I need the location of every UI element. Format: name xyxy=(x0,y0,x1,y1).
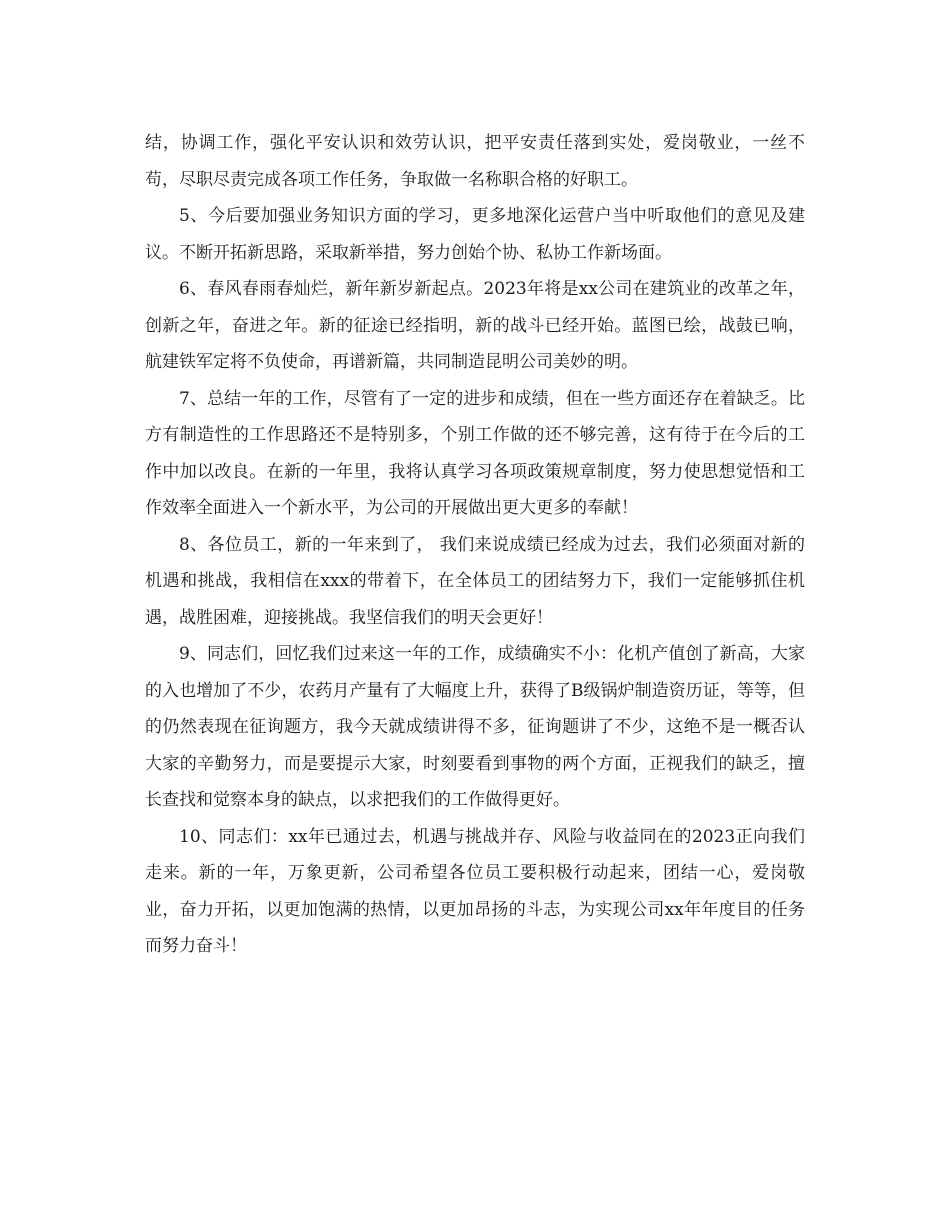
paragraph-item-8: 8、各位员工，新的一年来到了， 我们来说成绩已经成为过去，我们必须面对新的机遇和挑战，我相信在xxx的带着下，在全体员工的团结努力下，我们一定能够抓住机遇，战胜困难，迎接挑战。我坚信我们的明天会更好！ xyxy=(145,534,805,628)
paragraph-continuation: 结，协调工作，强化平安认识和效劳认识，把平安责任落到实处，爱岗敬业，一丝不苟，尽职尽责完成各项工作任务，争取做一名称职合格的好职工。 xyxy=(145,133,805,190)
document-body xyxy=(145,125,805,965)
paragraph-item-7: 7、总结一年的工作，尽管有了一定的进步和成绩，但在一些方面还存在着缺乏。比方有制造性的工作思路还不是特别多，个别工作做的还不够完善，这有待于在今后的工作中加以改良。在新的一年里，我将认真学习各项政策规章制度，努力使思想觉悟和工作效率全面进入一个新水平，为公司的开展做出更大更多的奉献！ xyxy=(145,388,805,518)
paragraph-item-6: 6、春风春雨春灿烂，新年新岁新起点。2023年将是xx公司在建筑业的改革之年，创新之年，奋进之年。新的征途已经指明，新的战斗已经开始。蓝图已绘，战鼓已响，航建铁军定将不负使命，再谱新篇，共同制造昆明公司美妙的明。 xyxy=(145,279,805,372)
paragraph-item-9: 9、同志们，回忆我们过来这一年的工作，成绩确实不小：化机产值创了新高，大家的入也增加了不少，农药月产量有了大幅度上升，获得了B级锅炉制造资历证，等等，但的仍然表现在征询题方，我今天就成绩讲得不多，征询题讲了不少，这绝不是一概否认大家的辛勤努力，而是要提示大家，时刻要看到事物的两个方面，正视我们的缺乏，擅长查找和觉察本身的缺点，以求把我们的工作做得更好。 xyxy=(145,644,805,810)
paragraph-item-10: 10、同志们：xx年已通过去，机遇与挑战并存、风险与收益同在的2023正向我们走来。新的一年，万象更新，公司希望各位员工要积极行动起来，团结一心，爱岗敬业，奋力开拓，以更加饱满的热情，以更加昂扬的斗志，为实现公司xx年年度目的任务而努力奋斗！ xyxy=(145,826,805,956)
paragraph-item-5: 5、今后要加强业务知识方面的学习，更多地深化运营户当中听取他们的意见及建议。不断开拓新思路，采取新举措，努力创始个协、私协工作新场面。 xyxy=(145,206,805,263)
